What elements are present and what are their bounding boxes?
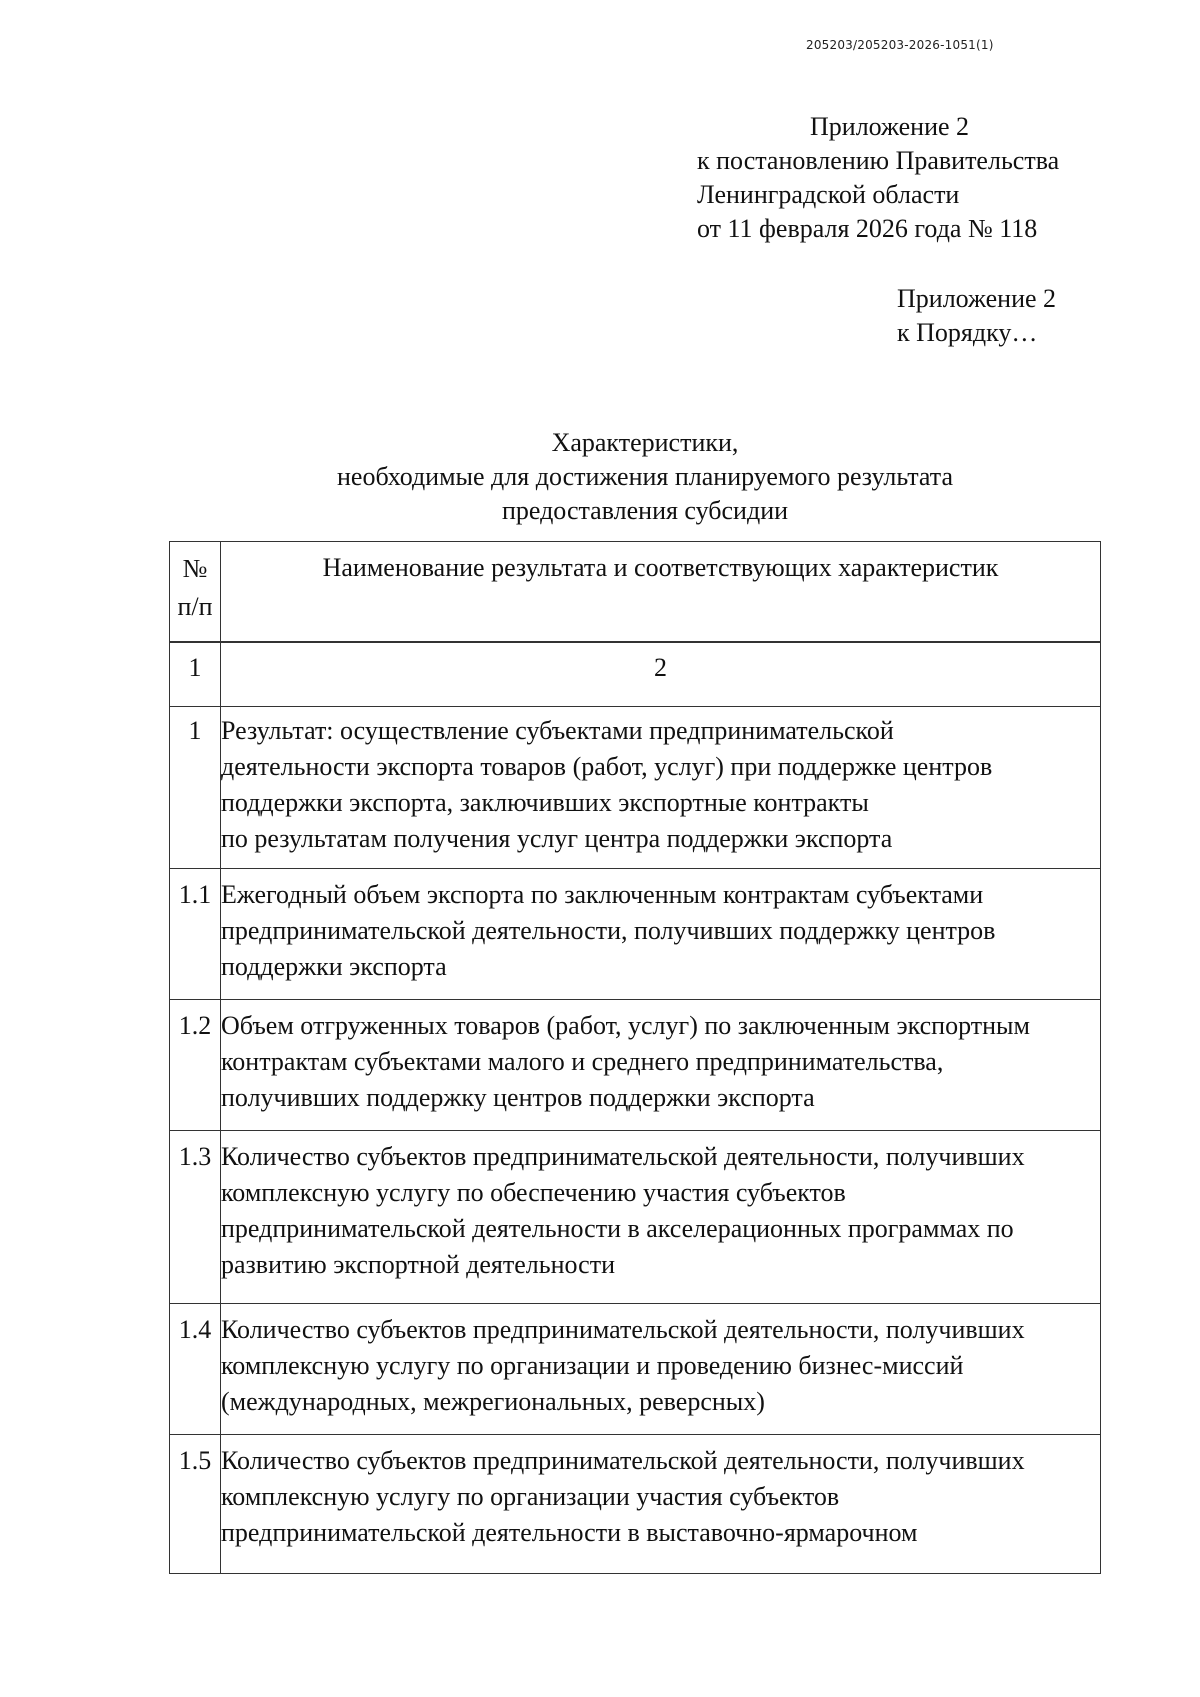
row-text-line: получивших поддержку центров поддержки экспорта bbox=[221, 1083, 815, 1112]
table-row bbox=[170, 707, 1101, 869]
document-registration-number: 205203/205203-2026-1051(1) bbox=[806, 38, 994, 52]
row-text-line: Количество субъектов предпринимательской деятельности, получивших bbox=[221, 1315, 1025, 1344]
row-number: 1.3 bbox=[170, 1131, 221, 1304]
row-text-line: Объем отгруженных товаров (работ, услуг) по заключенным экспортным bbox=[221, 1011, 1030, 1040]
row-text-line: деятельности экспорта товаров (работ, услуг) при поддержке центров bbox=[221, 752, 993, 781]
row-number: 1.2 bbox=[170, 1000, 221, 1131]
header-row bbox=[170, 542, 1101, 643]
row-number: 1.1 bbox=[170, 869, 221, 1000]
table-row bbox=[170, 1000, 1101, 1131]
appendix-decree-reference bbox=[697, 110, 1059, 246]
table-row bbox=[170, 1131, 1101, 1304]
row-text bbox=[221, 1435, 1101, 1574]
appendix-decree-line: от 11 февраля 2026 года № 118 bbox=[697, 214, 1038, 243]
row-text-line: комплексную услугу по организации и проведению бизнес-миссий bbox=[221, 1351, 964, 1380]
document-title-line: Характеристики, bbox=[551, 428, 739, 457]
row-text-line: комплексную услугу по организации участия субъектов bbox=[221, 1482, 840, 1511]
row-text-line: комплексную услугу по обеспечению участия субъектов bbox=[221, 1178, 846, 1207]
characteristics-table bbox=[169, 641, 1101, 1574]
column-number-cell: 1 bbox=[170, 642, 221, 707]
characteristics-table-header bbox=[169, 541, 1101, 643]
appendix-procedure-line: Приложение 2 bbox=[897, 284, 1057, 313]
row-text-line: развитию экспортной деятельности bbox=[221, 1250, 615, 1279]
row-text-line: предпринимательской деятельности в акселерационных программах по bbox=[221, 1214, 1014, 1243]
row-text-line: Ежегодный объем экспорта по заключенным контрактам субъектами bbox=[221, 880, 984, 909]
row-text-line: Количество субъектов предпринимательской деятельности, получивших bbox=[221, 1142, 1025, 1171]
row-text-line: по результатам получения услуг центра поддержки экспорта bbox=[221, 824, 893, 853]
row-text bbox=[221, 1304, 1101, 1435]
row-text-line: поддержки экспорта bbox=[221, 952, 447, 981]
row-number: 1.4 bbox=[170, 1304, 221, 1435]
appendix-decree-line: Приложение 2 bbox=[810, 112, 970, 141]
row-text-line: контрактам субъектами малого и среднего предпринимательства, bbox=[221, 1047, 944, 1076]
table-row bbox=[170, 869, 1101, 1000]
row-text-line: предпринимательской деятельности, получивших поддержку центров bbox=[221, 916, 996, 945]
appendix-procedure-reference bbox=[897, 282, 1056, 350]
document-title-line: предоставления субсидии bbox=[501, 496, 789, 525]
document-title bbox=[170, 426, 1120, 528]
table-row bbox=[170, 1304, 1101, 1435]
header-number-label: № bbox=[182, 554, 208, 583]
row-text-line: Результат: осуществление субъектами предпринимательской bbox=[221, 716, 894, 745]
header-number-cell bbox=[170, 542, 221, 643]
row-text-line: Количество субъектов предпринимательской деятельности, получивших bbox=[221, 1446, 1025, 1475]
appendix-decree-line: к постановлению Правительства bbox=[697, 146, 1060, 175]
column-number-cell: 2 bbox=[221, 642, 1101, 707]
appendix-decree-line: Ленинградской области bbox=[697, 180, 960, 209]
column-number-row bbox=[170, 642, 1101, 707]
header-name-cell: Наименование результата и соответствующих характеристик bbox=[221, 542, 1101, 643]
row-number: 1.5 bbox=[170, 1435, 221, 1574]
row-text-line: предпринимательской деятельности в выставочно-ярмарочном bbox=[221, 1518, 918, 1547]
table-row bbox=[170, 1435, 1101, 1574]
row-text bbox=[221, 1000, 1101, 1131]
row-number: 1 bbox=[170, 707, 221, 869]
row-text-line: поддержки экспорта, заключивших экспортные контракты bbox=[221, 788, 869, 817]
document-title-line: необходимые для достижения планируемого результата bbox=[337, 462, 953, 491]
row-text bbox=[221, 869, 1101, 1000]
row-text bbox=[221, 1131, 1101, 1304]
header-number-label: п/п bbox=[177, 592, 213, 621]
row-text-line: (международных, межрегиональных, реверсных) bbox=[221, 1387, 765, 1416]
row-text bbox=[221, 707, 1101, 869]
appendix-procedure-line: к Порядку… bbox=[897, 318, 1038, 347]
